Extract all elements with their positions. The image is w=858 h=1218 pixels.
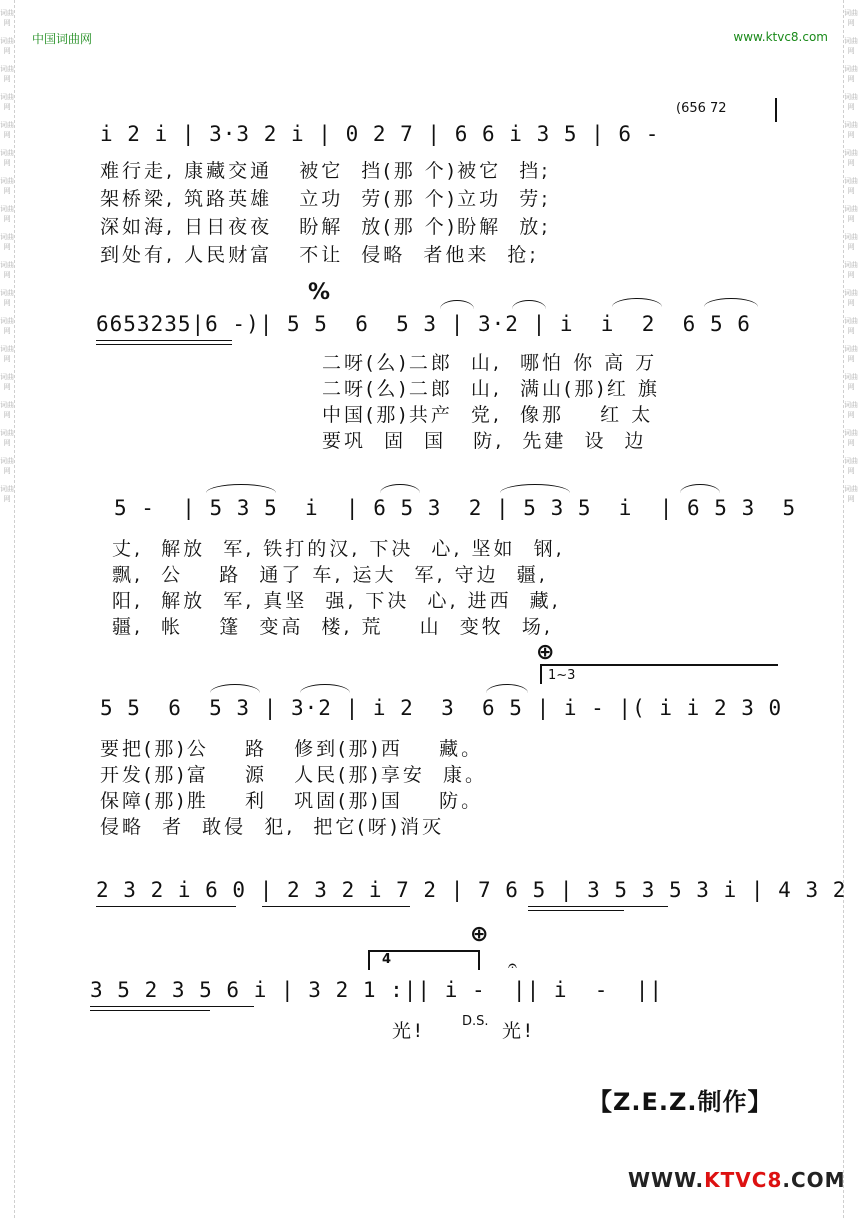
notation-row-1: i 2 i | 3·3 2 i | 0 2 7 | 6 6 i 3 5 | 6 - xyxy=(100,122,660,146)
underline-beam xyxy=(528,910,624,911)
watermark-text: 词曲网 xyxy=(0,401,14,419)
underline-beam xyxy=(90,1010,210,1011)
slur xyxy=(680,484,720,493)
slur xyxy=(612,298,662,307)
footer-logo-part3: .COM xyxy=(782,1168,846,1192)
fermata: 𝄐 xyxy=(508,956,517,975)
underline-beam xyxy=(262,906,410,907)
volta-label: 4 xyxy=(382,952,392,967)
coda-sign: ⊕ xyxy=(470,922,489,947)
watermark-text: 词曲网 xyxy=(0,289,14,307)
watermark-text: 词曲网 xyxy=(0,149,14,167)
underline-beam xyxy=(96,344,232,345)
watermark-text: 词曲网 xyxy=(844,177,858,195)
watermark-text: 词曲网 xyxy=(844,345,858,363)
watermark-text: 词曲网 xyxy=(844,457,858,475)
watermark-text: 词曲网 xyxy=(0,485,14,503)
volta-label: 1~3 xyxy=(548,668,576,683)
watermark-text: 词曲网 xyxy=(0,177,14,195)
lyric-row-3-verse-4: 疆, 帐 篷 变高 楼, 荒 山 变牧 场, xyxy=(112,616,553,638)
watermark-text: 词曲网 xyxy=(0,373,14,391)
site-url[interactable]: www.ktvc8.com xyxy=(733,30,828,44)
notation-row-2: 6653235|6 -)| 5 5 6 5 3 | 3·2 | i i 2 6 5 6 xyxy=(96,312,751,336)
pickup-notes: (656 72 xyxy=(676,101,727,116)
barline xyxy=(775,98,777,122)
underline-beam xyxy=(528,906,668,907)
watermark-text: 词曲网 xyxy=(844,485,858,503)
lyric-end-a: 光! xyxy=(392,1020,425,1042)
slur xyxy=(210,684,260,693)
watermark-text: 词曲网 xyxy=(844,317,858,335)
watermark-text: 词曲网 xyxy=(844,9,858,27)
lyric-row-1-verse-3: 深如海, 日日夜夜 盼解 放(那 个)盼解 放; xyxy=(100,216,551,238)
site-name[interactable]: 中国词曲网 xyxy=(32,32,93,46)
lyric-row-4-verse-2: 开发(那)富 源 人民(那)享安 康。 xyxy=(100,764,488,786)
watermark-text: 词曲网 xyxy=(0,121,14,139)
watermark-text: 词曲网 xyxy=(844,373,858,391)
watermark-text: 词曲网 xyxy=(844,289,858,307)
slur xyxy=(440,300,474,309)
lyric-row-3-verse-1: 丈, 解放 军, 铁打的汉, 下决 心, 坚如 钢, xyxy=(112,538,565,560)
right-watermark-strip xyxy=(843,0,858,1218)
watermark-text: 词曲网 xyxy=(844,65,858,83)
watermark-text: 词曲网 xyxy=(0,345,14,363)
left-watermark-strip xyxy=(0,0,15,1218)
notation-row-4: 5 5 6 5 3 | 3·2 | i 2 3 6 5 | i - |( i i 2 3 0 xyxy=(100,696,783,720)
notation-row-5: 2 3 2 i 6 0 | 2 3 2 i 7 2 | 7 6 5 | 3 5 3 5 3 i | 4 3 2 xyxy=(96,878,847,902)
lyric-row-3-verse-2: 飘, 公 路 通了 车, 运大 军, 守边 疆, xyxy=(112,564,548,586)
segno-sign: % xyxy=(308,280,331,305)
lyric-row-3-verse-3: 阳, 解放 军, 真坚 强, 下决 心, 进西 藏, xyxy=(112,590,561,612)
lyric-row-1-verse-1: 难行走, 康藏交通 被它 挡(那 个)被它 挡; xyxy=(100,160,551,182)
watermark-text: 词曲网 xyxy=(0,261,14,279)
watermark-text: 词曲网 xyxy=(0,93,14,111)
credit-label: 【Z.E.Z.制作】 xyxy=(588,1088,773,1116)
underline-beam xyxy=(96,906,236,907)
footer-logo-part2: KTVC8 xyxy=(704,1168,783,1192)
watermark-text: 词曲网 xyxy=(0,317,14,335)
footer-logo xyxy=(628,1168,846,1192)
lyric-row-2-verse-1: 二呀(么)二郎 山, 哪怕 你 高 万 xyxy=(322,352,658,374)
slur xyxy=(300,684,350,693)
lyric-row-4-verse-4: 侵略 者 敢侵 犯, 把它(呀)消灭 xyxy=(100,816,445,838)
coda-sign: ⊕ xyxy=(536,640,555,665)
lyric-row-4-verse-3: 保障(那)胜 利 巩固(那)国 防。 xyxy=(100,790,484,812)
watermark-text: 词曲网 xyxy=(844,121,858,139)
lyric-end-b: 光! xyxy=(502,1020,535,1042)
watermark-text: 词曲网 xyxy=(844,429,858,447)
watermark-text: 词曲网 xyxy=(0,205,14,223)
lyric-row-1-verse-2: 架桥梁, 筑路英雄 立功 劳(那 个)立功 劳; xyxy=(100,188,551,210)
watermark-text: 词曲网 xyxy=(0,65,14,83)
watermark-text: 词曲网 xyxy=(844,401,858,419)
underline-beam xyxy=(96,340,232,341)
watermark-text: 词曲网 xyxy=(844,37,858,55)
notation-row-6: 3 5 2 3 5 6 i | 3 2 1 :|| i - || i - || xyxy=(90,978,664,1002)
slur xyxy=(206,484,276,493)
lyric-row-2-verse-2: 二呀(么)二郎 山, 满山(那)红 旗 xyxy=(322,378,660,400)
slur xyxy=(704,298,758,307)
watermark-text: 词曲网 xyxy=(844,149,858,167)
volta-bracket xyxy=(540,664,778,684)
underline-beam xyxy=(90,1006,254,1007)
watermark-text: 词曲网 xyxy=(0,9,14,27)
lyric-row-2-verse-3: 中国(那)共产 党, 像那 红 太 xyxy=(322,404,654,426)
watermark-text: 词曲网 xyxy=(844,93,858,111)
watermark-text: 词曲网 xyxy=(0,457,14,475)
slur xyxy=(380,484,420,493)
lyric-row-4-verse-1: 要把(那)公 路 修到(那)西 藏。 xyxy=(100,738,484,760)
watermark-text: 词曲网 xyxy=(0,233,14,251)
watermark-text: 词曲网 xyxy=(0,429,14,447)
slur xyxy=(500,484,570,493)
lyric-row-1-verse-4: 到处有, 人民财富 不让 侵略 者他来 抢; xyxy=(100,244,539,266)
watermark-text: 词曲网 xyxy=(844,261,858,279)
lyric-row-2-verse-4: 要巩 固 国 防, 先建 设 边 xyxy=(322,430,647,452)
slur xyxy=(512,300,546,309)
slur xyxy=(486,684,528,693)
footer-logo-part1: WWW. xyxy=(628,1168,705,1192)
watermark-text: 词曲网 xyxy=(0,37,14,55)
notation-row-3: 5 - | 5 3 5 i | 6 5 3 2 | 5 3 5 i | 6 5 3 5 xyxy=(114,496,797,520)
watermark-text: 词曲网 xyxy=(844,205,858,223)
dal-segno-mark: D.S. xyxy=(462,1014,489,1029)
watermark-text: 词曲网 xyxy=(844,233,858,251)
